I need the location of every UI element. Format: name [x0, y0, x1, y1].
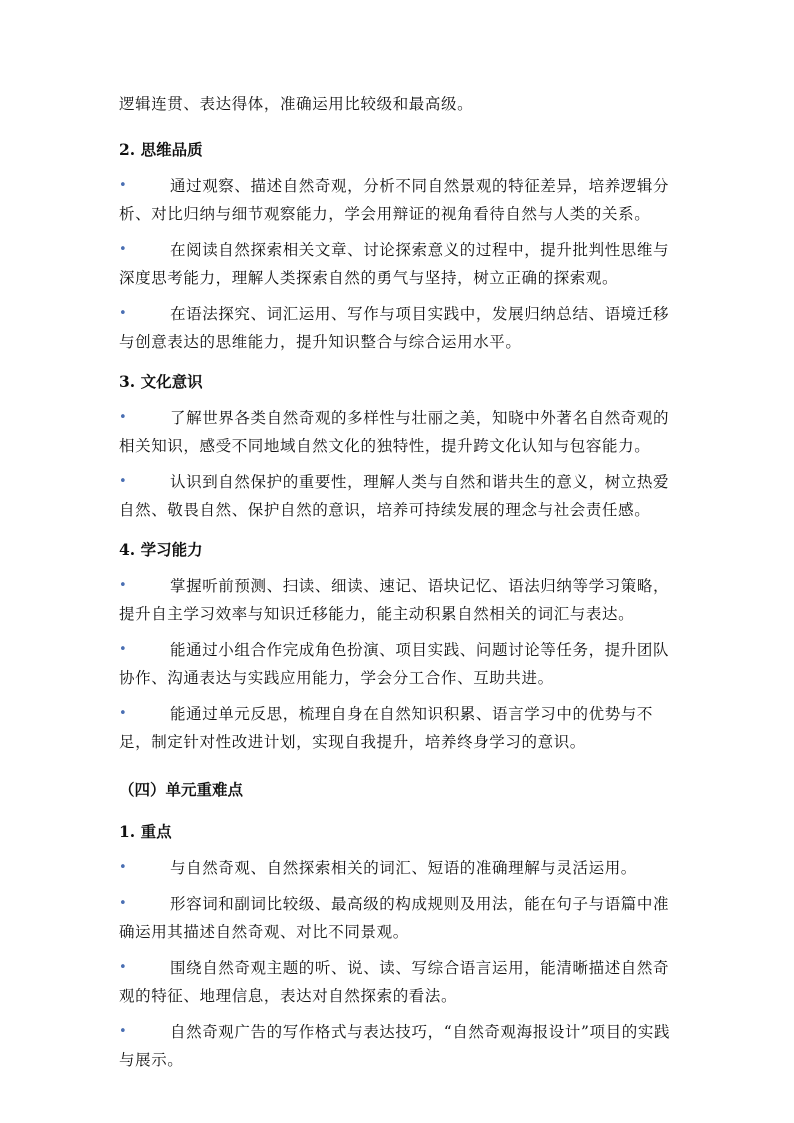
list-item — [119, 636, 675, 692]
list-item — [119, 236, 675, 292]
bullet-icon: • — [119, 642, 128, 657]
bullet-icon: • — [119, 1024, 128, 1039]
bullet-icon: • — [119, 706, 128, 721]
list-item-text: 自然奇观广告的写作格式与表达技巧，“自然奇观海报设计”项目的实践与展示。 — [119, 1023, 671, 1069]
section-heading: 2. 思维品质 — [119, 140, 203, 159]
bullet-icon: • — [119, 960, 128, 975]
list-item — [119, 854, 675, 882]
list-item — [119, 890, 675, 946]
list-item — [119, 404, 675, 460]
bullet-icon: • — [119, 578, 128, 593]
section-key-points — [119, 818, 675, 1074]
bullet-icon: • — [119, 178, 128, 193]
list-item — [119, 700, 675, 756]
list-item — [119, 172, 675, 228]
list-item-text: 形容词和副词比较级、最高级的构成规则及用法，能在句子与语篇中准确运用其描述自然奇观、对比不同景观。 — [119, 895, 670, 941]
continuation-paragraph: 逻辑连贯、表达得体，准确运用比较级和最高级。 — [119, 95, 474, 113]
part-heading: （四）单元重难点 — [119, 780, 244, 799]
list-item-text: 能通过小组合作完成角色扮演、项目实践、问题讨论等任务，提升团队协作、沟通表达与实践应用能力，学会分工合作、互助共进。 — [119, 641, 670, 687]
list-item-text: 围绕自然奇观主题的听、说、读、写综合语言运用，能清晰描述自然奇观的特征、地理信息，表达对自然探索的看法。 — [119, 959, 670, 1005]
bullet-icon: • — [119, 860, 128, 875]
list-item — [119, 1018, 675, 1074]
list-item-text: 在语法探究、词汇运用、写作与项目实践中，发展归纳总结、语境迁移与创意表达的思维能力，提升知识整合与综合运用水平。 — [119, 305, 670, 351]
list-item — [119, 300, 675, 356]
list-item-text: 能通过单元反思，梳理自身在自然知识积累、语言学习中的优势与不足，制定针对性改进计划，实现自我提升，培养终身学习的意识。 — [119, 705, 654, 751]
section-heading: 1. 重点 — [119, 822, 172, 841]
section-heading: 3. 文化意识 — [119, 372, 203, 391]
list-item-text: 与自然奇观、自然探索相关的词汇、短语的准确理解与灵活运用。 — [170, 859, 637, 877]
document-page — [119, 90, 675, 1084]
list-item — [119, 954, 675, 1010]
bullet-icon: • — [119, 896, 128, 911]
list-item-text: 了解世界各类自然奇观的多样性与壮丽之美，知晓中外著名自然奇观的相关知识，感受不同地域自然文化的独特性，提升跨文化认知与包容能力。 — [119, 409, 670, 455]
bullet-icon: • — [119, 306, 128, 321]
section-cultural-awareness — [119, 368, 675, 524]
bullet-icon: • — [119, 474, 128, 489]
list-item-text: 掌握听前预测、扫读、细读、速记、语块记忆、语法归纳等学习策略，提升自主学习效率与知识迁移能力，能主动积累自然相关的词汇与表达。 — [119, 577, 670, 623]
bullet-icon: • — [119, 410, 128, 425]
list-item-text: 通过观察、描述自然奇观，分析不同自然景观的特征差异，培养逻辑分析、对比归纳与细节观察能力，学会用辩证的视角看待自然与人类的关系。 — [119, 177, 670, 223]
section-learning-ability — [119, 536, 675, 756]
section-heading: 4. 学习能力 — [119, 540, 203, 559]
list-item-text: 认识到自然保护的重要性，理解人类与自然和谐共生的意义，树立热爱自然、敬畏自然、保护自然的意识，培养可持续发展的理念与社会责任感。 — [119, 473, 670, 519]
list-item — [119, 468, 675, 524]
list-item-text: 在阅读自然探索相关文章、讨论探索意义的过程中，提升批判性思维与深度思考能力，理解人类探索自然的勇气与坚持，树立正确的探索观。 — [119, 241, 670, 287]
list-item — [119, 572, 675, 628]
bullet-icon: • — [119, 242, 128, 257]
section-thinking-quality — [119, 136, 675, 356]
